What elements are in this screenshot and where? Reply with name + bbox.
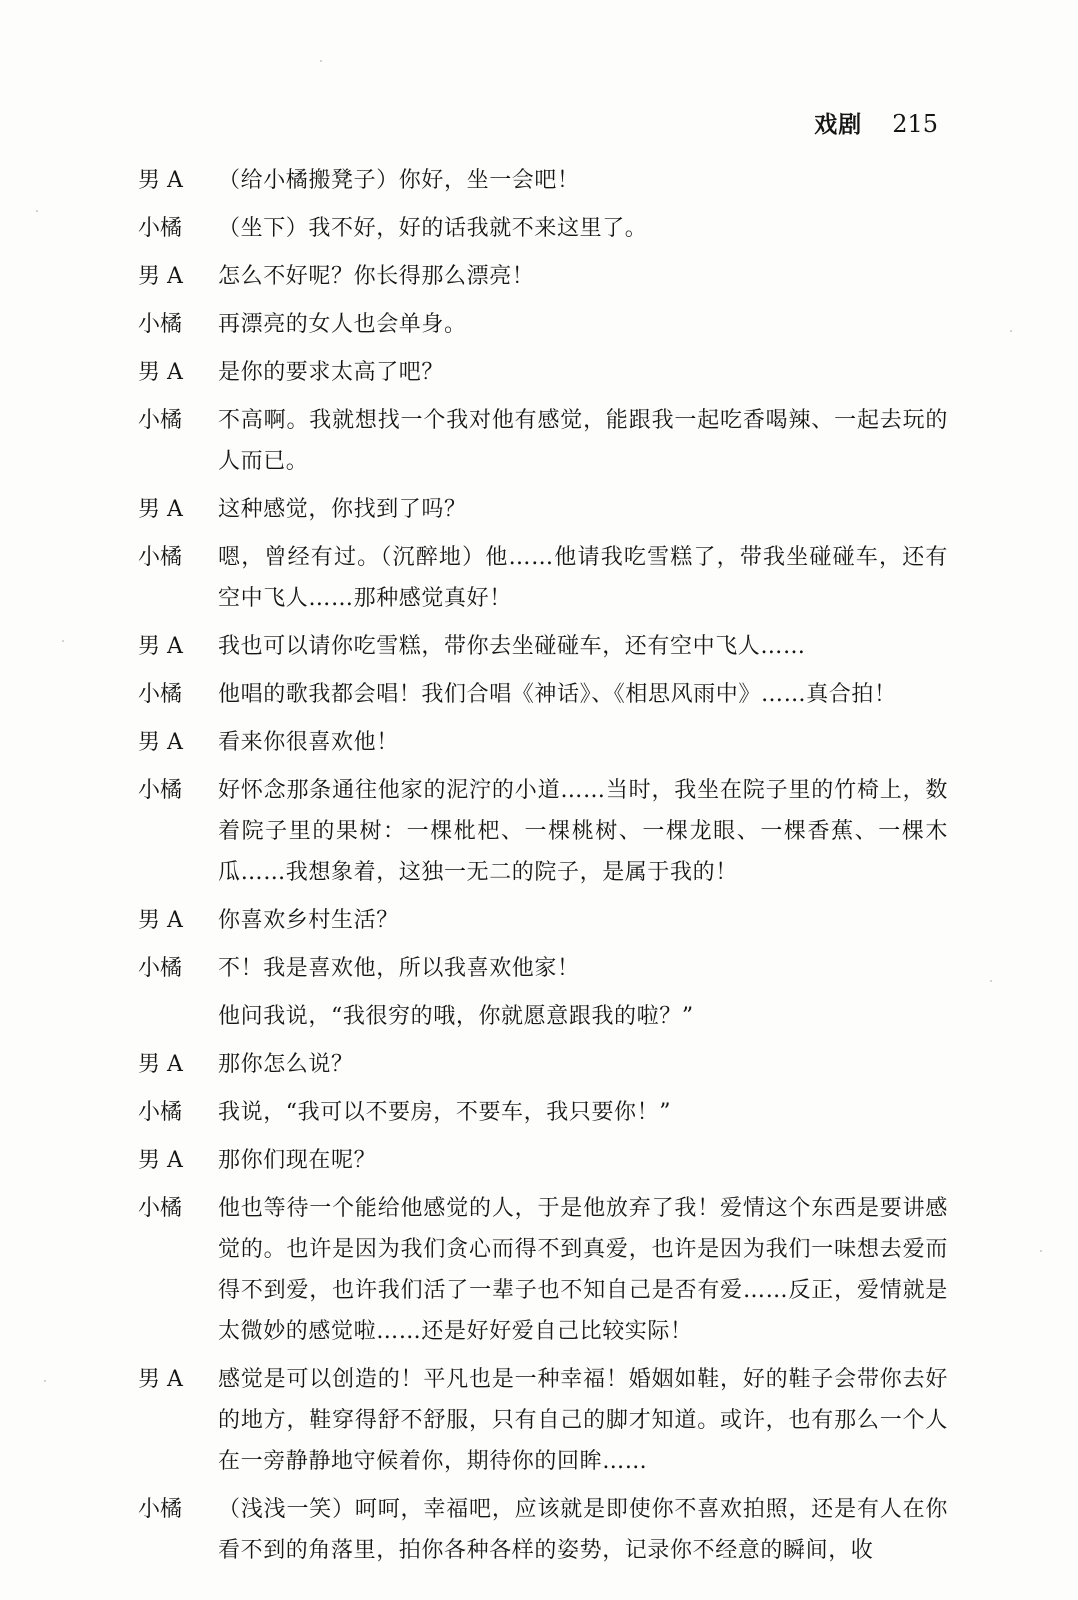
scan-speck	[1040, 1250, 1042, 1252]
speaker-name: 男 A	[138, 1052, 183, 1077]
speech-text: 不高啊。我就想找一个我对他有感觉，能跟我一起吃香喝辣、一起去玩的人而已。	[218, 408, 948, 474]
running-header	[814, 106, 938, 140]
dialogue-line	[138, 1188, 948, 1352]
dialogue-line	[138, 1489, 948, 1571]
speech-text: 再漂亮的女人也会单身。	[218, 312, 467, 337]
speaker-name: 男 A	[138, 497, 183, 522]
speaker-name: 男 A	[138, 264, 183, 289]
speech-text: 这种感觉，你找到了吗？	[218, 497, 467, 522]
dialogue-line	[138, 948, 948, 989]
dialogue-line	[138, 1140, 948, 1181]
speaker-name: 小橘	[138, 545, 183, 570]
speech-text: 我也可以请你吃雪糕，带你去坐碰碰车，还有空中飞人……	[218, 634, 806, 659]
speaker-name: 小橘	[138, 1196, 183, 1221]
speech-text: 他唱的歌我都会唱！我们合唱《神话》、《相思风雨中》……真合拍！	[218, 682, 897, 707]
speaker-name: 小橘	[138, 408, 183, 433]
speech-text: 他也等待一个能给他感觉的人，于是他放弃了我！爱情这个东西是要讲感觉的。也许是因为我们贪心而得不到真爱，也许是因为我们一味想去爱而得不到爱，也许我们活了一辈子也不知自己是否有爱……反正，爱情就是太微妙的感觉啦……还是好好爱自己比较实际！	[218, 1196, 948, 1344]
speaker-name: 男 A	[138, 908, 183, 933]
dialogue-line	[138, 626, 948, 667]
section-title: 戏剧	[814, 112, 863, 138]
dialogue-line	[138, 770, 948, 893]
dialogue-line	[138, 900, 948, 941]
speech-text: 我说，“我可以不要房，不要车，我只要你！”	[218, 1100, 672, 1125]
dialogue-line	[138, 537, 948, 619]
scan-speck	[36, 210, 38, 212]
speech-text: 不！我是喜欢他，所以我喜欢他家！	[218, 956, 580, 981]
speaker-name: 小橘	[138, 682, 183, 707]
dialogue-line	[138, 208, 948, 249]
speech-text: 嗯，曾经有过。（沉醉地）他……他请我吃雪糕了，带我坐碰碰车，还有空中飞人……那种感觉真好！	[218, 545, 948, 611]
dialogue-line	[138, 1092, 948, 1133]
speaker-name: 小橘	[138, 778, 183, 803]
speech-text: 怎么不好呢？你长得那么漂亮！	[218, 264, 535, 289]
scan-speck	[320, 60, 322, 62]
speaker-name: 男 A	[138, 168, 183, 193]
dialogue-line	[138, 1359, 948, 1482]
speaker-name: 小橘	[138, 956, 183, 981]
speech-text: 那你们现在呢？	[218, 1148, 377, 1173]
speech-text: （给小橘搬凳子）你好，坐一会吧！	[218, 168, 580, 193]
speaker-name: 小橘	[138, 1100, 183, 1125]
speaker-name: 男 A	[138, 360, 183, 385]
speech-text: 你喜欢乡村生活？	[218, 908, 399, 933]
speech-text: 好怀念那条通往他家的泥泞的小道……当时，我坐在院子里的竹椅上，数着院子里的果树：一棵枇杷、一棵桃树、一棵龙眼、一棵香蕉、一棵木瓜……我想象着，这独一无二的院子，是属于我的！	[218, 778, 948, 885]
speaker-name: 男 A	[138, 634, 183, 659]
speaker-name: 男 A	[138, 1148, 183, 1173]
speech-text: 他问我说，“我很穷的哦，你就愿意跟我的啦？”	[218, 1004, 694, 1029]
dialogue-body	[138, 160, 948, 1578]
speaker-name: 男 A	[138, 730, 183, 755]
speaker-name: 小橘	[138, 312, 183, 337]
dialogue-line	[138, 489, 948, 530]
speech-text: 那你怎么说？	[218, 1052, 354, 1077]
dialogue-line	[138, 400, 948, 482]
scan-speck	[1010, 330, 1012, 332]
speech-text: （坐下）我不好，好的话我就不来这里了。	[218, 216, 648, 241]
scan-speck	[990, 980, 992, 982]
scan-speck	[62, 640, 64, 642]
speaker-name: 小橘	[138, 1497, 183, 1522]
speaker-name: 小橘	[138, 216, 183, 241]
scan-speck	[44, 1380, 46, 1382]
speech-text: （浅浅一笑）呵呵，幸福吧，应该就是即使你不喜欢拍照，还是有人在你看不到的角落里，拍你各种各样的姿势，记录你不经意的瞬间，收	[218, 1497, 948, 1563]
dialogue-line	[138, 1044, 948, 1085]
dialogue-line	[138, 352, 948, 393]
speaker-name: 男 A	[138, 1367, 183, 1392]
speech-text: 是你的要求太高了吧？	[218, 360, 445, 385]
dialogue-line	[138, 256, 948, 297]
dialogue-line-continuation	[138, 996, 948, 1037]
dialogue-line	[138, 722, 948, 763]
speech-text: 看来你很喜欢他！	[218, 730, 399, 755]
dialogue-line	[138, 304, 948, 345]
page-number: 215	[892, 110, 938, 138]
dialogue-line	[138, 674, 948, 715]
dialogue-line	[138, 160, 948, 201]
speech-text: 感觉是可以创造的！平凡也是一种幸福！婚姻如鞋，好的鞋子会带你去好的地方，鞋穿得舒不舒服，只有自己的脚才知道。或许，也有那么一个人在一旁静静地守候着你，期待你的回眸……	[218, 1367, 948, 1474]
